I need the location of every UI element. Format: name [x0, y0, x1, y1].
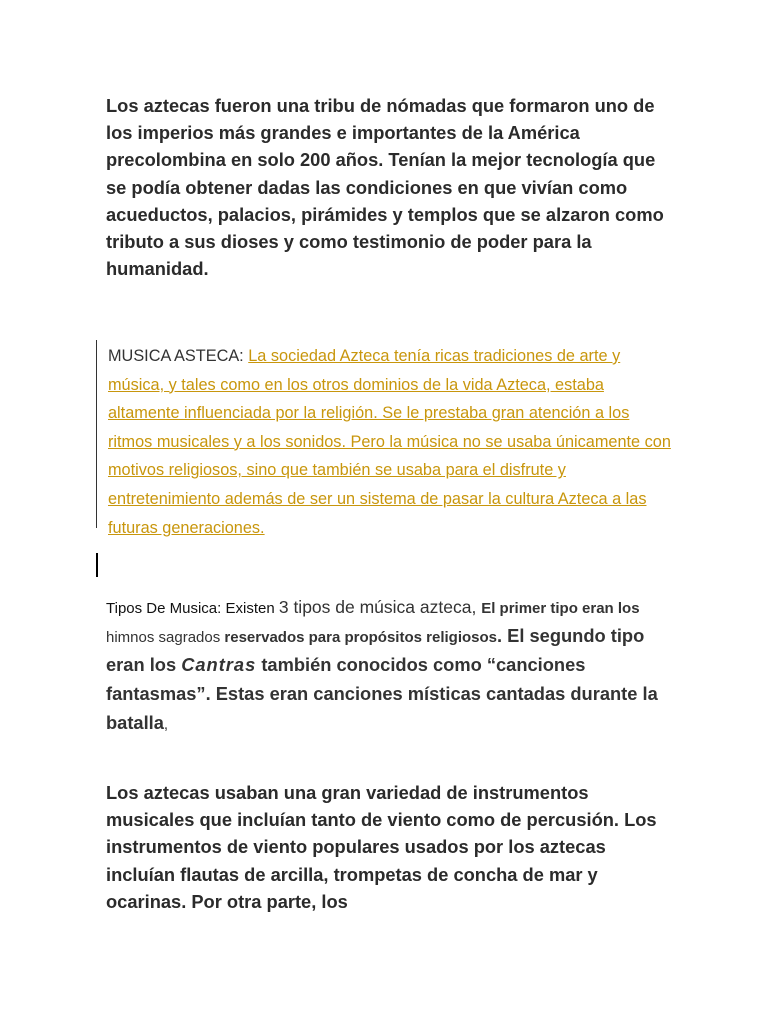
intro-paragraph: Los aztecas fueron una tribu de nómadas que formaron uno de los imperios más grandes e importantes de la América precolombina en solo 200 años. Tenían la mejor tecnología que se podía obtener dadas las condiciones en que vivían como acueductos, palacios, pirámides y templos que se alzaron como tributo a sus dioses y como testimonio de poder para la humanidad. — [106, 95, 664, 280]
instrumentos-paragraph: Los aztecas usaban una gran variedad de instrumentos musicales que incluían tanto de viento como de percusión. Los instrumentos de viento populares usados por los aztecas incluían flautas de arcilla, trompetas de concha de mar y ocarinas. Por otra parte, los — [106, 782, 657, 912]
musica-asteca-paragraph — [108, 342, 678, 542]
cantras-text: Cantras — [181, 654, 257, 675]
musica-asteca-label: MUSICA ASTECA: — [108, 347, 249, 365]
tipos-de-musica-paragraph — [106, 594, 666, 738]
segundo-tipo-text: . El segundo tipo eran los — [106, 625, 645, 675]
himnos-sagrados-text: himnos sagrados — [106, 629, 221, 646]
musica-asteca-link[interactable]: La sociedad Azteca tenía ricas tradiciones de arte y música, y tales como en los otros dominios de la vida Azteca, estaba altamente influenciada por la religión. Se le prestaba gran atención a los ritmos musicales y a los sonidos. Pero la música no se usaba únicamente con motivos religiosos, sino que también se usaba para el disfrute y entretenimiento además de ser un sistema de pasar la cultura Azteca a las futuras generaciones. — [108, 347, 671, 537]
text-cursor — [96, 553, 98, 577]
reservados-text: reservados para propósitos religiosos — [220, 629, 497, 646]
canciones-fantasmas-text: también conocidos como “canciones fantasmas”. Estas eran canciones místicas cantadas durante la batalla — [106, 654, 658, 733]
text-selection-bar — [96, 340, 97, 528]
trailing-comma: , — [163, 716, 169, 733]
tipos-count-text: 3 tipos de música azteca — [278, 597, 472, 617]
primer-tipo-text: El primer tipo eran los — [481, 600, 640, 617]
tipos-label: Tipos De Musica: Existen — [106, 600, 279, 617]
tipos-comma: , — [471, 597, 482, 617]
